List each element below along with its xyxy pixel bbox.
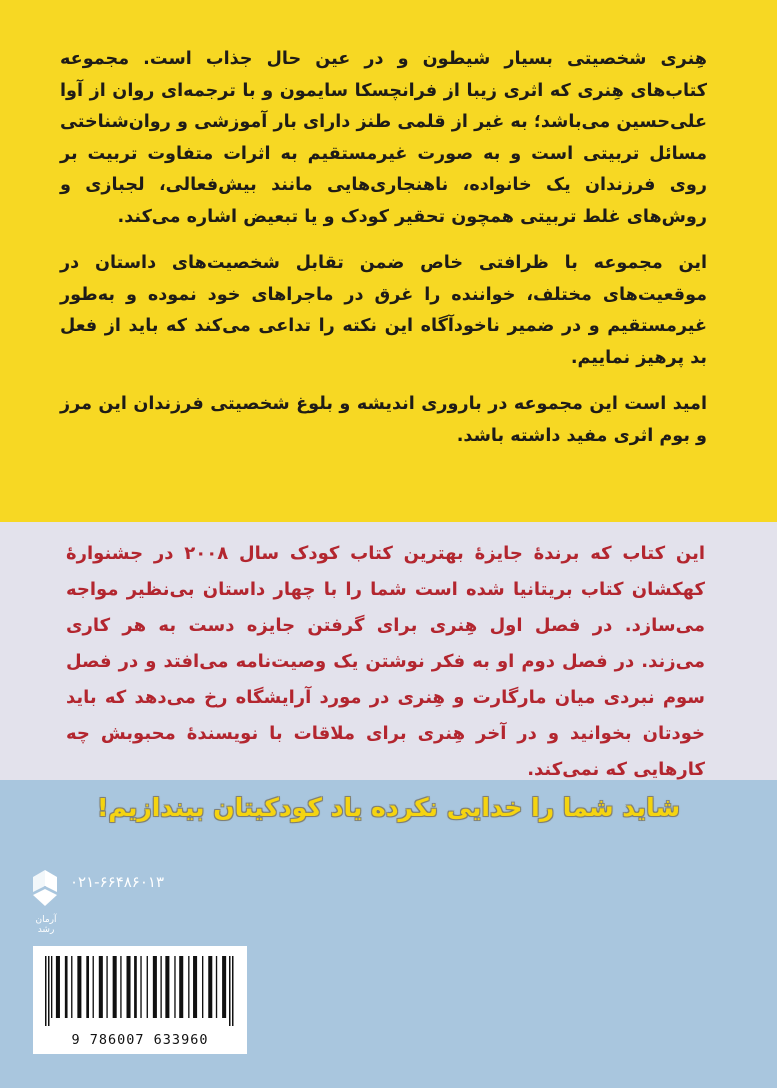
description-paragraph-3: امید است این مجموعه در باروری اندیشه و بلوغ شخصیتی فرزندان این مرز و بوم اثری مفید داشته باشد. xyxy=(60,394,707,446)
book-description-panel xyxy=(0,0,777,522)
book-leaf-logo-icon xyxy=(30,868,60,908)
publisher-logo xyxy=(26,868,64,940)
publisher-name: آرمان رشد xyxy=(35,915,57,935)
description-paragraph-1: هِنری شخصیتی بسیار شیطون و در عین حال جذاب است. مجموعه کتاب‌های هِنری که اثری زیبا از فرانچسکا سایمون و با ترجمه‌ای روان از آوا علی‌حسین می‌باشد؛ به غیر از قلمی طنز دارای بار آموزشی و روان‌شناختی مسائل تربیتی است و به صورت غیرمستقیم به اثرات متفاوت تربیت بر روی فرزندان یک خانواده، ناهنجاری‌هایی مانند بیش‌فعالی، لجبازی و روش‌های غلط تربیتی همچون تحقیر کودک و یا تبعیض اشاره می‌کند. xyxy=(60,49,707,227)
slogan-text: شاید شما را خدایی نکرده یاد کودکیتان بیندازیم! xyxy=(96,793,681,822)
isbn-barcode xyxy=(33,946,247,1054)
description-paragraph-2: این مجموعه با ظرافتی خاص ضمن تقابل شخصیت‌های داستان در موقعیت‌های مختلف، خواننده را غرق در ماجراهای خود نموده و به‌طور غیرمستقیم و در ضمیر ناخودآگاه این نکته را تداعی می‌کند که باید از فعل بد پرهیز نماییم. xyxy=(60,253,707,368)
book-summary-panel xyxy=(0,522,777,780)
barcode-bars xyxy=(43,956,237,1026)
publisher-phone: ۰۲۱-۶۶۴۸۶۰۱۳ xyxy=(70,873,165,891)
isbn-number: 9 786007 633960 xyxy=(71,1032,209,1048)
summary-text: این کتاب که برندهٔ جایزهٔ بهترین کتاب کودک سال ۲۰۰۸ در جشنوارهٔ کهکشان کتاب بریتانیا شده است شما را با چهار داستان بی‌نظیر مواجه می‌سازد. در فصل اول هِنری برای گرفتن جایزه دست به هر کاری می‌زند. در فصل دوم او به فکر نوشتن یک وصیت‌نامه می‌افتد و در فصل سوم نبردی میان مارگارت و هِنری در مورد آرایشگاه رخ می‌دهد که باید خودتان بخوانید و در آخر هِنری برای ملاقات با نویسندهٔ محبوبش چه کارهایی که نمی‌کند. xyxy=(66,543,705,780)
